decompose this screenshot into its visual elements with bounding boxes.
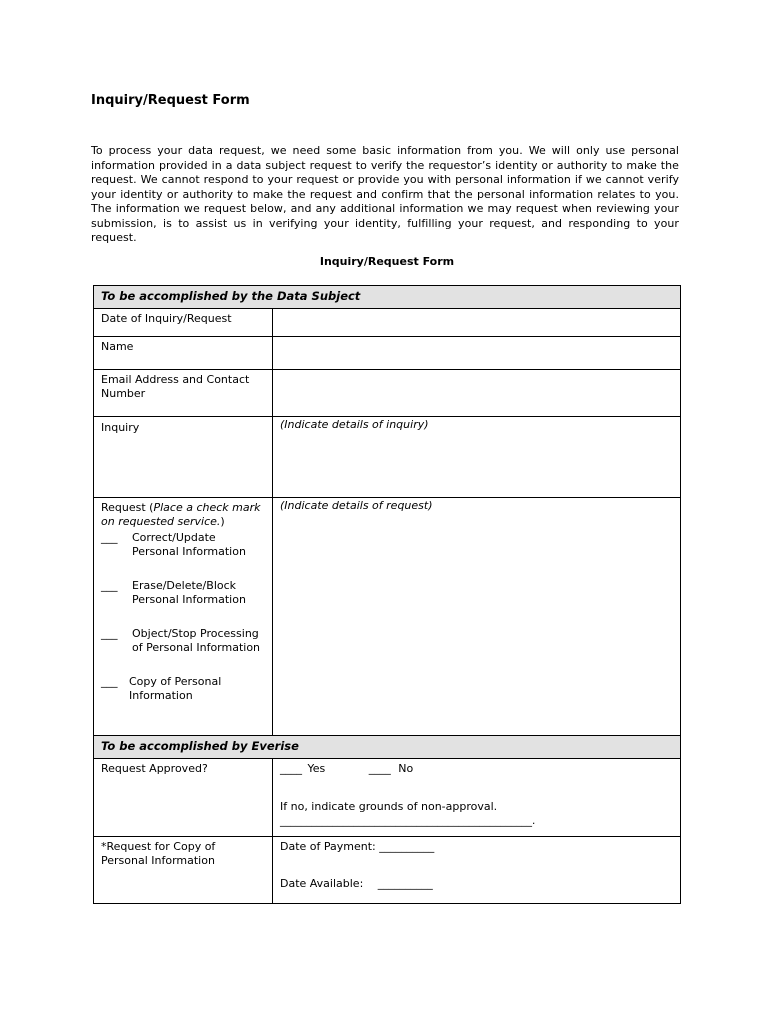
option-blank: ___ <box>101 675 118 688</box>
request-hint: (Indicate details of request) <box>280 499 433 512</box>
row-approved <box>94 759 681 837</box>
row-inquiry <box>94 417 681 498</box>
available-label: Date Available: <box>280 877 364 890</box>
option-object-stop[interactable] <box>101 627 265 655</box>
date-field[interactable] <box>273 309 681 337</box>
no-label: No <box>398 762 414 775</box>
name-field[interactable] <box>273 337 681 370</box>
no-blank[interactable]: ____ <box>368 762 391 775</box>
approval-choices <box>280 762 673 776</box>
available-blank[interactable]: __________ <box>377 877 433 890</box>
section-everise-heading: To be accomplished by Everise <box>94 736 681 759</box>
inquiry-hint: (Indicate details of inquiry) <box>280 418 429 431</box>
option-erase-delete-block[interactable] <box>101 579 265 607</box>
email-label: Email Address and Contact Number <box>94 370 273 417</box>
payment-label: Date of Payment: <box>280 840 376 853</box>
section-data-subject-header <box>94 286 681 309</box>
name-label: Name <box>94 337 273 370</box>
available-row <box>280 877 673 891</box>
inquiry-field[interactable] <box>273 417 681 498</box>
section-data-subject-heading: To be accomplished by the Data Subject <box>94 286 681 309</box>
request-label: Request (Place a check mark on requested service.) <box>101 501 261 528</box>
option-blank: ___ <box>101 579 118 592</box>
row-copy-request <box>94 837 681 904</box>
option-label: Copy of Personal Information <box>129 675 222 702</box>
yes-blank[interactable]: ____ <box>280 762 302 775</box>
inquiry-label: Inquiry <box>94 417 273 498</box>
option-label: Correct/Update Personal Information <box>132 531 246 558</box>
row-request <box>94 498 681 736</box>
inquiry-form-table <box>93 285 681 904</box>
yes-label: Yes <box>307 762 326 775</box>
copy-request-label: *Request for Copy of Personal Information <box>94 837 273 904</box>
row-name <box>94 337 681 370</box>
option-label: Erase/Delete/Block Personal Information <box>132 579 246 606</box>
payment-blank[interactable]: __________ <box>379 840 435 853</box>
option-blank: ___ <box>101 627 118 640</box>
email-field[interactable] <box>273 370 681 417</box>
request-field[interactable] <box>273 498 681 736</box>
approved-label: Request Approved? <box>94 759 273 837</box>
date-label: Date of Inquiry/Request <box>94 309 273 337</box>
grounds-label: If no, indicate grounds of non-approval. <box>280 800 498 813</box>
row-date <box>94 309 681 337</box>
payment-row <box>280 840 673 854</box>
page-title: Inquiry/Request Form <box>91 93 250 108</box>
request-options-cell <box>94 498 273 736</box>
row-email <box>94 370 681 417</box>
copy-request-field <box>273 837 681 904</box>
section-everise-header <box>94 736 681 759</box>
option-correct-update[interactable] <box>101 531 265 559</box>
approved-field <box>273 759 681 837</box>
grounds-line[interactable]: ________________________________________________. <box>280 815 536 827</box>
option-copy[interactable] <box>101 675 265 703</box>
option-blank: ___ <box>101 531 118 544</box>
form-title: Inquiry/Request Form <box>319 255 455 268</box>
option-label: Object/Stop Processing of Personal Information <box>132 627 261 654</box>
intro-paragraph: To process your data request, we need some basic information from you. We will only use personal information provided in a data subject request to verify the requestor’s identity or authority to make the request. We cannot respond to your request or provide you with personal information if we cannot verify your identity or authority to make the request and confirm that the personal information relates to you. The information we request below, and any additional information we may request when reviewing your submission, is to assist us in verifying your identity, fulfilling your request, and responding to your request. <box>91 144 679 244</box>
